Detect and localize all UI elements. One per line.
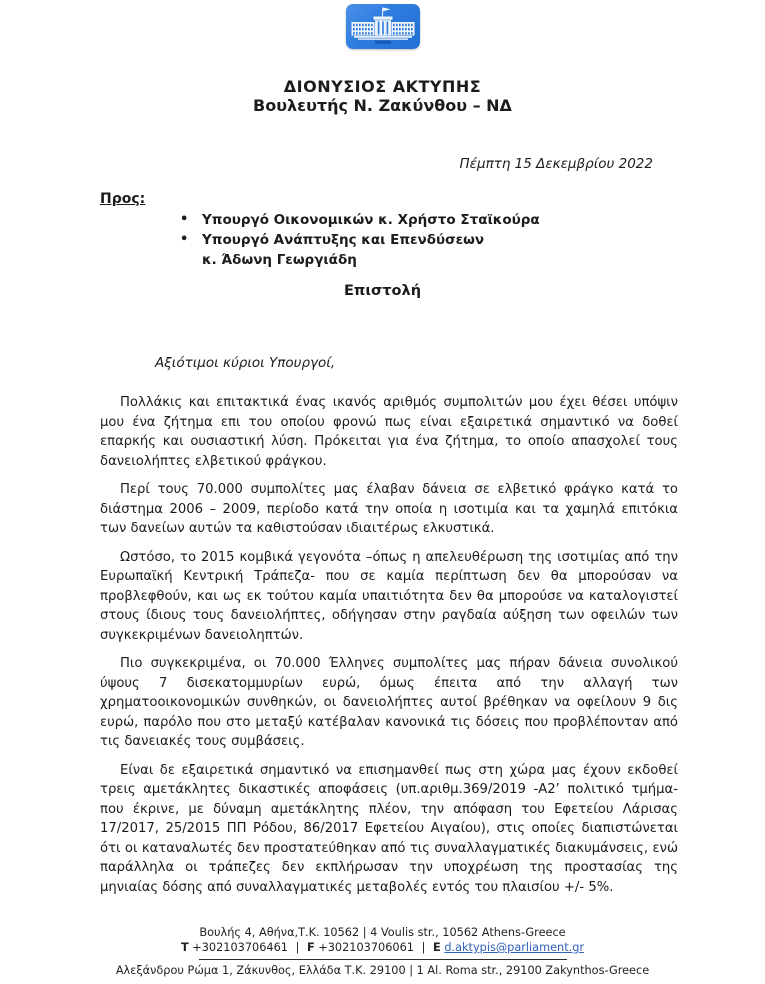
body-paragraph: Πιο συγκεκριμένα, οι 70.000 Έλληνες συμπολίτες μας πήραν δάνεια συνολικού ύψους 7 δισεκατομμυρίων ευρώ, όμως έπειτα από την αλλαγή των χρηματοοικονομικών συνθηκών, οι δανειολήπτες αυτοί βρέθηκαν να οφείλουν 9 δις ευρώ, παρόλο που στο μεταξύ κατέβαλαν κανονικά τις δόσεις που προβλέπονταν από τις δανειακές τους συμβάσεις. — [100, 656, 678, 749]
parliament-building-icon — [346, 4, 420, 49]
flag-icon — [383, 8, 390, 12]
body-paragraph: Πολλάκις και επιτακτικά ένας ικανός αριθμός συμπολιτών μου έχει θέσει υπόψιν μου ένα ζήτημα επι του οποίου φρονώ πως είναι εξαιρετικά σημαντικό να δοθεί επαρκής και ουσιαστική λύση. Πρόκειται για ένα ζήτημα, το οποίο απασχολεί τους δανειολήπτες ελβετικού φράγκου. — [100, 395, 678, 469]
recipient-item — [180, 230, 765, 270]
bullet-icon: • — [180, 212, 189, 227]
phone-label: T — [180, 941, 189, 954]
salutation: Αξιότιμοι κύριοι Υπουργοί, — [155, 355, 336, 371]
letter-date: Πέμπτη 15 Δεκεμβρίου 2022 — [459, 156, 653, 172]
phone-value: +302103706461 — [192, 941, 288, 954]
mp-name: ΔΙΟΝΥΣΙΟΣ ΑΚΤΥΠΗΣ — [283, 77, 482, 96]
footer-divider — [199, 959, 567, 960]
recipient-line: Υπουργό Οικονομικών κ. Χρήστο Σταϊκούρα — [202, 212, 540, 228]
mp-title: Βουλευτής Ν. Ζακύνθου – ΝΔ — [253, 96, 512, 115]
recipient-line: κ. Άδωνη Γεωργιάδη — [202, 252, 357, 268]
footer-address-athens: Βουλής 4, Αθήνα,Τ.Κ. 10562 | 4 Voulis str., 10562 Athens-Greece — [199, 926, 566, 939]
email-link[interactable]: d.aktypis@parliament.gr — [444, 941, 585, 954]
footer-address-zakynthos: Αλεξάνδρου Ρώμα 1, Ζάκυνθος, Ελλάδα Τ.Κ. 29100 | 1 Al. Roma str., 29100 Zakynthos-Greece — [115, 964, 650, 977]
footer — [0, 925, 765, 978]
recipients-list — [0, 210, 765, 270]
separator: | — [295, 941, 300, 954]
recipient-line: Υπουργό Ανάπτυξης και Επενδύσεων — [202, 232, 485, 248]
letter-body — [0, 393, 765, 897]
body-paragraph: Ωστόσο, το 2015 κομβικά γεγονότα –όπως η απελευθέρωση της ισοτιμίας από την Ευρωπαϊκή Κεντρική Τράπεζα- που σε καμία περίπτωση δεν θα μπορούσαν να προβλεφθούν, και ως εκ τούτου καμία υπαιτιότητα δεν θα μπορούσε να καταλογιστεί στους ίδιους τους δανειολήπτες, οδήγησαν στην ραγδαία αύξηση των οφειλών των συγκεκριμένων δανειοληπτών. — [100, 549, 678, 643]
footer-contact-line — [0, 940, 765, 955]
body-paragraph: Περί τους 70.000 συμπολίτες μας έλαβαν δάνεια σε ελβετικό φράγκο κατά το διάστημα 2006 – 2009, περίοδο κατά την οποία η ισοτιμία και τα χαμηλά επιτόκια των δανείων αυτών τα καθιστούσαν ιδιαιτέρως ελκυστικά. — [100, 482, 678, 536]
body-paragraph: Είναι δε εξαιρετικά σημαντικό να επισημανθεί πως στη χώρα μας έχουν εκδοθεί τρεις αμετάκλητες δικαστικές αποφάσεις (υπ.αριθμ.369/2019 -Α2’ πολιτικό τμήμα- που έκρινε, με δύναμη αμετάκλητης πλέον, την απόφαση του Εφετείου Λάρισας 17/2017, 25/2015 ΠΠ Ρόδου, 86/2017 Εφετείου Αιγαίου), στις οποίες διαπιστώνεται ότι οι καταναλωτές δεν προστατεύθηκαν από τις συναλλαγματικές διακυμάνσεις, ενώ παράλληλα οι τράπεζες δεν εκπλήρωσαν την υποχρέωση της προστασίας της μηνιαίας δόσης από συναλλαγματικές μεταβολές εντός του πλαισίου +/- 5%. — [100, 762, 678, 895]
parliament-emblem-icon — [346, 4, 420, 49]
recipient-item — [180, 210, 765, 230]
recipients-label: Προς: — [100, 191, 146, 207]
subject-title: Επιστολή — [343, 283, 422, 299]
fax-value: +302103706061 — [318, 941, 414, 954]
bullet-icon: • — [180, 232, 189, 247]
flag-pole — [382, 8, 383, 17]
email-label: E — [433, 941, 441, 954]
fax-label: F — [306, 941, 315, 954]
separator: | — [421, 941, 426, 954]
